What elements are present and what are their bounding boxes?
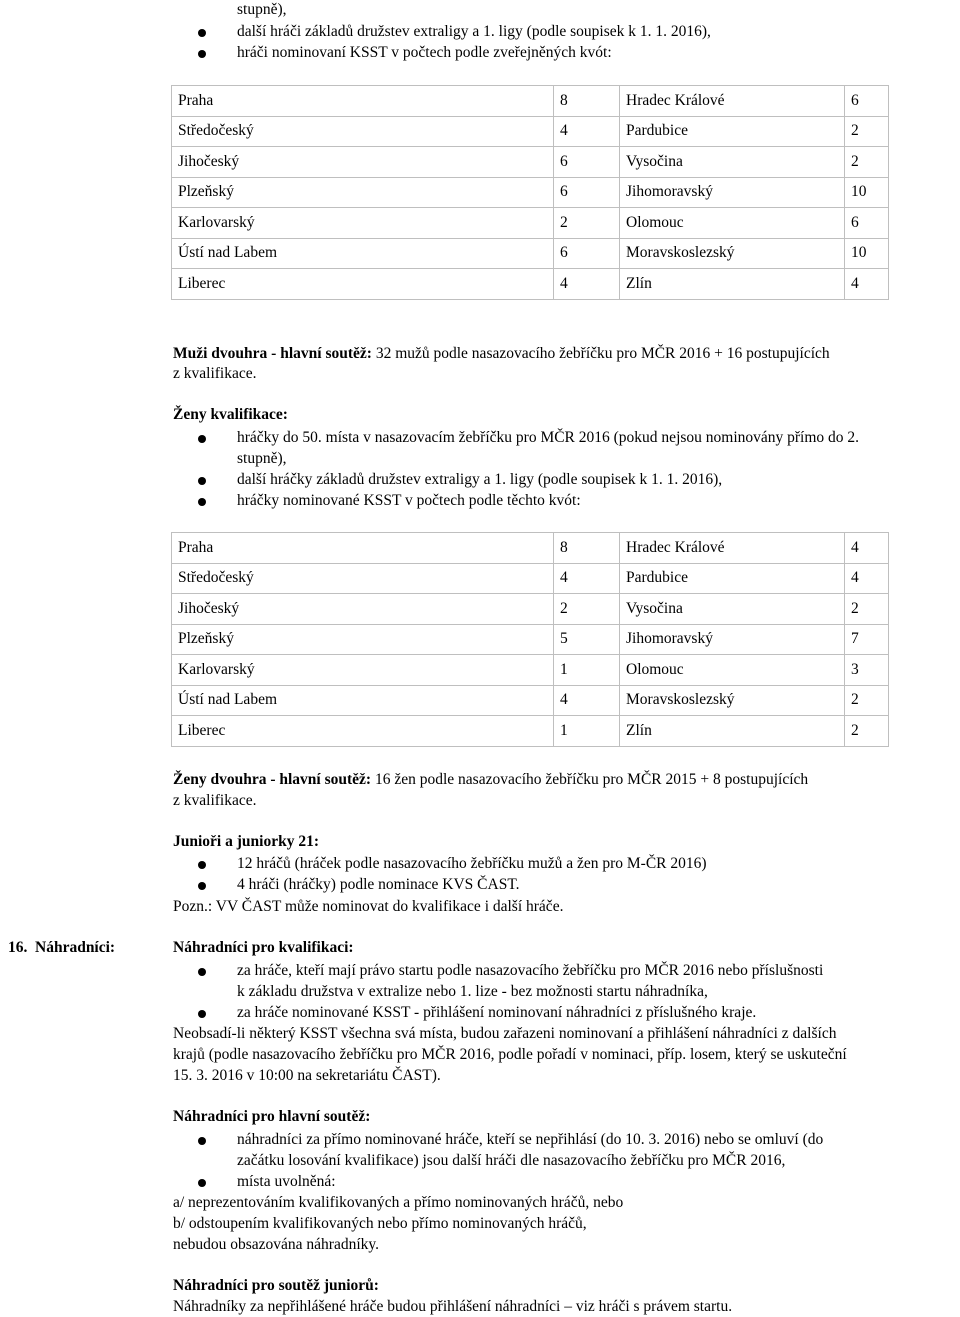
- bullet-icon: [198, 861, 206, 869]
- bullet-icon: [198, 882, 206, 890]
- women-qual-bullet-3: hráčky nominované KSST v počtech podle těchto kvót:: [237, 492, 581, 509]
- table-row: [172, 147, 889, 178]
- quota-right: 7: [845, 624, 889, 655]
- region-name-left: Jihočeský: [172, 147, 554, 178]
- region-name-left: Praha: [172, 86, 554, 117]
- quota-left: 4: [554, 116, 620, 147]
- region-name-right: Zlín: [620, 269, 845, 300]
- bullet-icon: [198, 29, 206, 37]
- bullet-icon: [198, 498, 206, 506]
- quota-right: 2: [845, 116, 889, 147]
- quota-left: 2: [554, 208, 620, 239]
- substitutes-qual-bullet-1: za hráče, kteří mají právo startu podle nasazovacího žebříčku pro MČR 2016 nebo příslušnosti: [237, 962, 824, 979]
- women-main-paragraph: [173, 770, 808, 790]
- table-row: [172, 269, 889, 300]
- quota-right: 10: [845, 238, 889, 269]
- substitutes-main-bullet-1-cont: začátku losování kvalifikace) jsou další hráči dle nasazovacího žebříčku pro MČR 2016,: [237, 1152, 786, 1169]
- quota-right: 2: [845, 685, 889, 716]
- table-row: [172, 594, 889, 625]
- region-name-right: Olomouc: [620, 208, 845, 239]
- intro-bullet-1: další hráči základů družstev extraligy a 1. ligy (podle soupisek k 1. 1. 2016),: [237, 23, 711, 40]
- quota-right: 2: [845, 594, 889, 625]
- quota-right: 4: [845, 269, 889, 300]
- intro-bullet-2: hráči nominovaní KSST v počtech podle zveřejněných kvót:: [237, 44, 612, 61]
- table-row: [172, 655, 889, 686]
- region-name-left: Liberec: [172, 716, 554, 747]
- bullet-icon: [198, 477, 206, 485]
- substitutes-line-c: nebudou obsazována náhradníky.: [173, 1236, 380, 1253]
- men-main-text: 32 mužů podle nasazovacího žebříčku pro MČR 2016 + 16 postupujících: [371, 345, 830, 362]
- substitutes-para-1: Neobsadí-li některý KSST všechna svá místa, budou zařazeni nominovaní a přihlášení náhradníci z dalších: [173, 1025, 837, 1042]
- table-row: [172, 116, 889, 147]
- substitutes-para-3: 15. 3. 2016 v 10:00 na sekretariátu ČAST).: [173, 1067, 441, 1084]
- region-name-right: Hradec Králové: [620, 533, 845, 564]
- quota-left: 4: [554, 563, 620, 594]
- substitutes-main-heading: Náhradníci pro hlavní soutěž:: [173, 1108, 371, 1125]
- bullet-icon: [198, 1179, 206, 1187]
- substitutes-qual-bullet-1-cont: k základu družstva v extralize nebo 1. lize - bez možnosti startu náhradníka,: [237, 983, 708, 1000]
- substitutes-line-b: b/ odstoupením kvalifikovaných nebo přímo nominovaných hráčů,: [173, 1215, 587, 1232]
- table-row: [172, 533, 889, 564]
- region-name-right: Hradec Králové: [620, 86, 845, 117]
- region-name-left: Praha: [172, 533, 554, 564]
- substitutes-qual-heading: Náhradníci pro kvalifikaci:: [173, 939, 354, 956]
- men-main-heading: Muži dvouhra - hlavní soutěž:: [173, 345, 372, 362]
- women-main-heading: Ženy dvouhra - hlavní soutěž:: [173, 771, 372, 788]
- quota-left: 4: [554, 685, 620, 716]
- table-row: [172, 624, 889, 655]
- region-name-right: Vysočina: [620, 147, 845, 178]
- substitutes-line-a: a/ neprezentováním kvalifikovaných a přímo nominovaných hráčů, nebo: [173, 1194, 624, 1211]
- quota-left: 4: [554, 269, 620, 300]
- women-main-text: 16 žen podle nasazovacího žebříčku pro MČR 2015 + 8 postupujících: [371, 771, 809, 788]
- bullet-icon: [198, 1010, 206, 1018]
- quota-right: 10: [845, 177, 889, 208]
- region-name-left: Středočeský: [172, 116, 554, 147]
- region-name-left: Jihočeský: [172, 594, 554, 625]
- substitutes-main-bullet-2: místa uvolněná:: [237, 1173, 336, 1190]
- region-name-left: Karlovarský: [172, 208, 554, 239]
- section-16-title: Náhradníci:: [35, 939, 116, 956]
- men-quota-table: [171, 85, 889, 300]
- region-name-left: Plzeňský: [172, 624, 554, 655]
- region-name-left: Středočeský: [172, 563, 554, 594]
- quota-left: 6: [554, 177, 620, 208]
- women-qual-bullet-1: hráčky do 50. místa v nasazovacím žebříčku pro MČR 2016 (pokud nejsou nominovány přímo do 2.: [237, 429, 860, 446]
- women-qual-bullet-1-cont: stupně),: [237, 450, 287, 467]
- substitutes-para-2: krajů (podle nasazovacího žebříčku pro MČR 2016, podle pořadí v nominaci, příp. losem, který se uskuteční: [173, 1046, 847, 1063]
- women-main-text-2: z kvalifikace.: [173, 792, 257, 809]
- substitutes-qual-bullet-2: za hráče nominované KSST - přihlášení nominovaní náhradníci z příslušného kraje.: [237, 1004, 757, 1021]
- bullet-icon: [198, 968, 206, 976]
- quota-left: 6: [554, 238, 620, 269]
- quota-right: 4: [845, 563, 889, 594]
- table-row: [172, 238, 889, 269]
- men-main-paragraph: [173, 344, 830, 364]
- table-row: [172, 177, 889, 208]
- region-name-left: Karlovarský: [172, 655, 554, 686]
- region-name-left: Ústí nad Labem: [172, 685, 554, 716]
- region-name-right: Moravskoslezský: [620, 238, 845, 269]
- section-16-number: 16.: [8, 939, 28, 956]
- region-name-right: Jihomoravský: [620, 177, 845, 208]
- substitutes-junior-heading: Náhradníci pro soutěž juniorů:: [173, 1277, 379, 1294]
- table-row: [172, 563, 889, 594]
- region-name-right: Olomouc: [620, 655, 845, 686]
- table-row: [172, 716, 889, 747]
- juniors-bullet-1: 12 hráčů (hráček podle nasazovacího žebříčku mužů a žen pro M-ČR 2016): [237, 855, 707, 872]
- region-name-right: Jihomoravský: [620, 624, 845, 655]
- women-qual-heading: Ženy kvalifikace:: [173, 406, 288, 423]
- juniors-note: Pozn.: VV ČAST může nominovat do kvalifikace i další hráče.: [173, 898, 564, 915]
- quota-left: 2: [554, 594, 620, 625]
- quota-left: 1: [554, 716, 620, 747]
- quota-right: 6: [845, 208, 889, 239]
- substitutes-main-bullet-1: náhradníci za přímo nominované hráče, kteří se nepřihlásí (do 10. 3. 2016) nebo se omluví (do: [237, 1131, 824, 1148]
- women-quota-table: [171, 532, 889, 747]
- table-row: [172, 86, 889, 117]
- quota-left: 6: [554, 147, 620, 178]
- bullet-icon: [198, 435, 206, 443]
- table-row: [172, 208, 889, 239]
- juniors-heading: Junioři a juniorky 21:: [173, 833, 319, 850]
- region-name-right: Pardubice: [620, 116, 845, 147]
- juniors-bullet-2: 4 hráči (hráčky) podle nominace KVS ČAST.: [237, 876, 520, 893]
- table-row: [172, 685, 889, 716]
- quota-left: 1: [554, 655, 620, 686]
- region-name-right: Moravskoslezský: [620, 685, 845, 716]
- substitutes-junior-text: Náhradníky za nepřihlášené hráče budou přihlášení náhradníci – viz hráči s právem startu.: [173, 1298, 733, 1315]
- bullet-icon: [198, 1137, 206, 1145]
- women-qual-bullet-2: další hráčky základů družstev extraligy a 1. ligy (podle soupisek k 1. 1. 2016),: [237, 471, 723, 488]
- quota-left: 8: [554, 533, 620, 564]
- quota-right: 2: [845, 716, 889, 747]
- bullet-icon: [198, 50, 206, 58]
- men-main-text-2: z kvalifikace.: [173, 365, 257, 382]
- intro-continuation: stupně),: [237, 1, 287, 18]
- region-name-left: Ústí nad Labem: [172, 238, 554, 269]
- quota-right: 2: [845, 147, 889, 178]
- quota-right: 4: [845, 533, 889, 564]
- quota-left: 5: [554, 624, 620, 655]
- region-name-left: Plzeňský: [172, 177, 554, 208]
- region-name-right: Vysočina: [620, 594, 845, 625]
- quota-right: 3: [845, 655, 889, 686]
- quota-right: 6: [845, 86, 889, 117]
- region-name-right: Zlín: [620, 716, 845, 747]
- region-name-right: Pardubice: [620, 563, 845, 594]
- quota-left: 8: [554, 86, 620, 117]
- region-name-left: Liberec: [172, 269, 554, 300]
